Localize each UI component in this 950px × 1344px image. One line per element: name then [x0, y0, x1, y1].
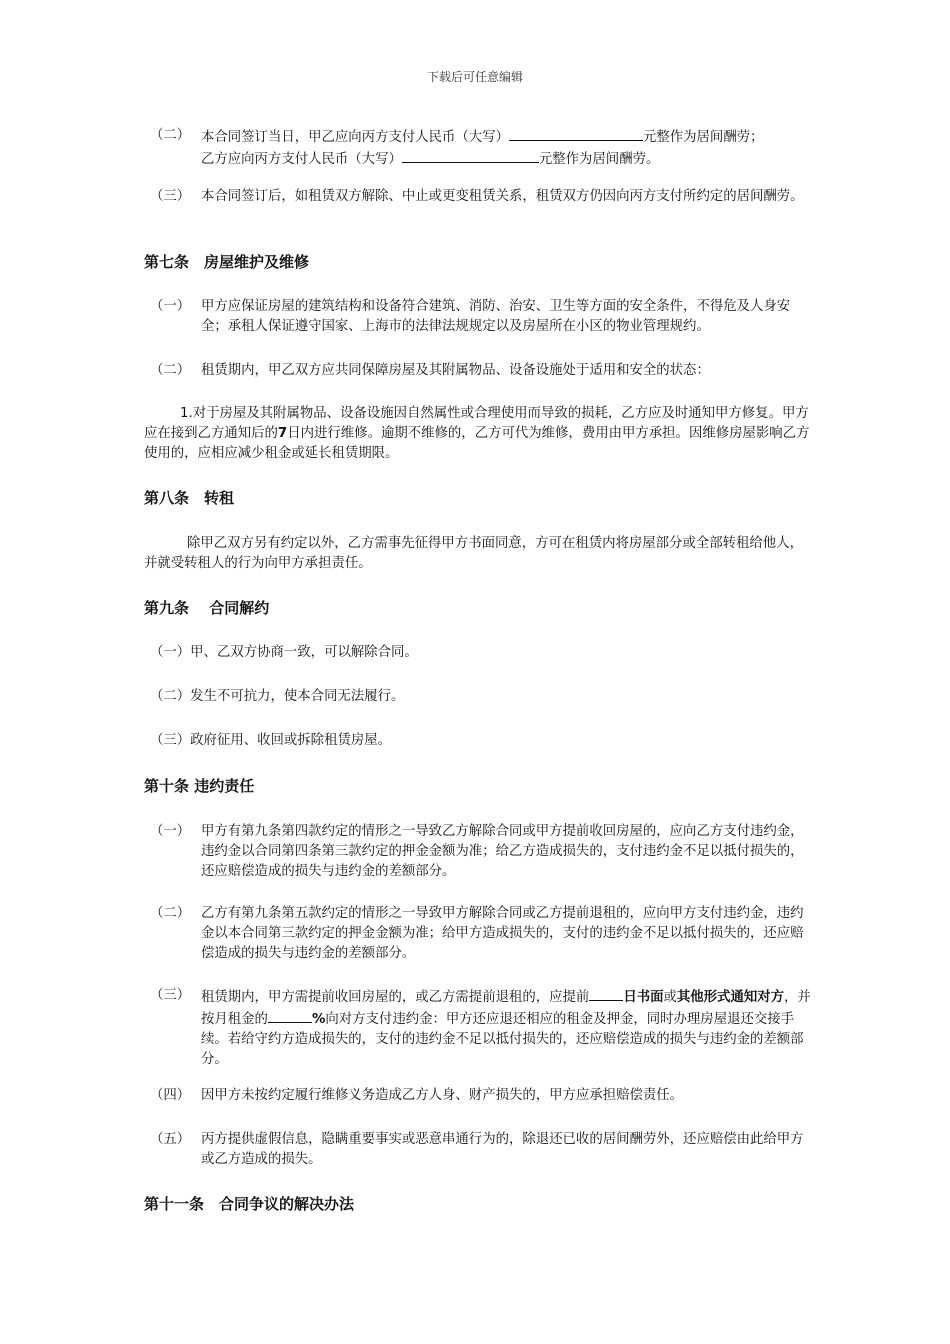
item-number: （二） [150, 363, 191, 378]
article-heading: 第十条 违约责任 [144, 777, 255, 795]
fill-blank[interactable] [509, 126, 643, 141]
clause-text: 本合同签订后，如租赁双方解除、中止或更变租赁关系，租赁双方仍因向丙方支付所约定的居间酬劳。 [201, 189, 804, 204]
article-heading: 第九条 合同解约 [144, 599, 270, 617]
article-heading: 第七条 房屋维护及维修 [144, 253, 310, 271]
clause-text: 甲方有第九条第四款约定的情形之一导致乙方解除合同或甲方提前收回房屋的，应向乙方支付违约金，违约金以合同第四条第三款约定的押金金额为准；给乙方造成损失的，支付违约金不足以抵付损失的，还应赔偿造成的损失与违约金的差额部分。 [201, 824, 804, 879]
page-header: 下载后可任意编辑 [426, 70, 523, 84]
item-number: （二） [150, 128, 191, 143]
clause-text: 租赁期内，甲乙双方应共同保障房屋及其附属物品、设备设施处于适用和安全的状态： [201, 363, 710, 378]
article-heading: 第十一条 合同争议的解决办法 [144, 1195, 355, 1213]
fill-blank[interactable] [589, 986, 623, 1001]
clause-text: （三）政府征用、收回或拆除租赁房屋。 [150, 733, 392, 748]
item-number: （三） [150, 988, 191, 1003]
clause-paragraph: 除甲乙双方另有约定以外，乙方需事先征得甲方书面同意，方可在租赁内将房屋部分或全部转租给他人，并就受转租人的行为向甲方承担责任。 [144, 536, 803, 571]
clause-text: 租赁期内，甲方需提前收回房屋的，或乙方需提前退租的，应提前 日书面或其他形式通知对方，并按月租金的 %向对方支付违约金：甲方还应退还相应的租金及押金，同时办理房屋退还交接手续。若给守约方造成损失的，支付的违约金不足以抵付损失的，还应赔偿造成的损失与违约金的差额部分。 [201, 986, 811, 1070]
article-heading: 第八条 转租 [144, 489, 235, 507]
item-number: （二） [150, 906, 191, 921]
fill-blank[interactable] [402, 148, 539, 163]
clause-paragraph: 1.对于房屋及其附属物品、设备设施因自然属性或合理使用而导致的损耗，乙方应及时通知甲方修复。甲方应在接到乙方通知后的7日内进行维修。逾期不维修的，乙方可代为维修，费用由甲方承担。因维修房屋影响乙方使用的，应相应减少租金或延长租赁期限。 [144, 406, 810, 461]
clause-text: 甲方应保证房屋的建筑结构和设备符合建筑、消防、治安、卫生等方面的安全条件，不得危及人身安全；承租人保证遵守国家、上海市的法律法规规定以及房屋所在小区的物业管理规约。 [201, 299, 791, 334]
item-number: （五） [150, 1132, 191, 1147]
clause-text: 乙方有第九条第五款约定的情形之一导致甲方解除合同或乙方提前退租的，应向甲方支付违约金，违约金以本合同第三款约定的押金金额为准；给甲方造成损失的，支付的违约金不足以抵付损失的，还应赔偿造成的损失与违约金的差额部分。 [201, 906, 804, 961]
item-number: （三） [150, 189, 191, 204]
clause-text: 本合同签订当日，甲乙应向丙方支付人民币（大写） 元整作为居间酬劳； 乙方应向丙方支付人民币（大写） 元整作为居间酬劳。 [201, 126, 811, 170]
item-number: （一） [150, 299, 191, 314]
clause-text: 丙方提供虚假信息，隐瞒重要事实或恶意串通行为的，除退还已收的居间酬劳外，还应赔偿由此给甲方或乙方造成的损失。 [201, 1132, 804, 1167]
fill-blank[interactable] [268, 1008, 312, 1023]
clause-text: （一）甲、乙双方协商一致，可以解除合同。 [150, 645, 418, 660]
clause-text: （二）发生不可抗力，使本合同无法履行。 [150, 689, 405, 704]
item-number: （一） [150, 824, 191, 839]
clause-text: 因甲方未按约定履行维修义务造成乙方人身、财产损失的，甲方应承担赔偿责任。 [201, 1088, 684, 1103]
item-number: （四） [150, 1088, 191, 1103]
